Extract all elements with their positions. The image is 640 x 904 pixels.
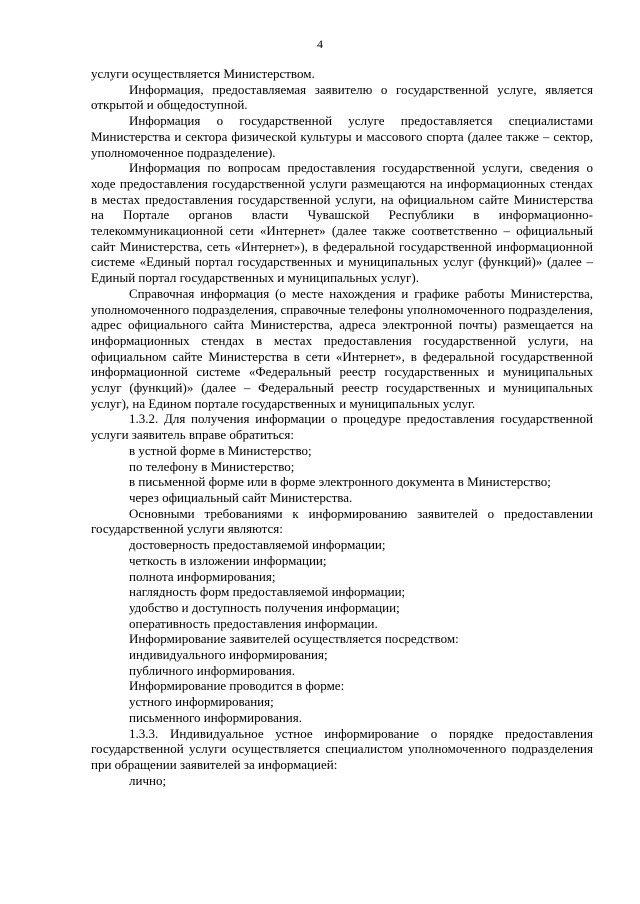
- page-number: 4: [317, 37, 323, 51]
- list-item: в устной форме в Министерство;: [129, 442, 312, 458]
- list-item: удобство и доступность получения информации;: [129, 599, 400, 615]
- list-item: четкость в изложении информации;: [129, 552, 327, 568]
- list-item: лично;: [129, 772, 167, 788]
- paragraph: услуги осуществляется Министерством.: [91, 66, 315, 81]
- list-item: устного информирования;: [129, 694, 274, 710]
- list-item: Информирование заявителей осуществляется посредством:: [129, 631, 459, 647]
- paragraph: Основными требованиями к информированию заявителей о предоставлении государственной услуги являются:: [91, 505, 593, 537]
- paragraph: Информация, предоставляемая заявителю о государственной услуге, является открытой и общедоступной.: [91, 81, 593, 113]
- paragraph: Информация о государственной услуге предоставляется специалистами Министерства и сектора физической культуры и массового спорта (далее также – сектор, уполномоченное подразделение).: [91, 113, 593, 160]
- list-item: письменного информирования.: [129, 709, 302, 725]
- list-item: оперативность предоставления информации.: [129, 615, 378, 631]
- document-body: [91, 66, 593, 788]
- list-item: через официальный сайт Министерства.: [129, 489, 353, 505]
- list-item: полнота информирования;: [129, 568, 276, 584]
- paragraph: 1.3.2. Для получения информации о процедуре предоставления государственной услуги заявитель вправе обратиться:: [91, 411, 593, 443]
- paragraph: 1.3.3. Индивидуальное устное информирование о порядке предоставления государственной услуги осуществляется специалистом уполномоченного подразделения при обращении заявителей за информацией:: [91, 725, 593, 772]
- list-item: по телефону в Министерство;: [129, 458, 295, 474]
- list-item: Информирование проводится в форме:: [129, 678, 345, 694]
- list-item: достоверность предоставляемой информации;: [129, 537, 386, 553]
- list-item: публичного информирования.: [129, 662, 295, 678]
- paragraph: Информация по вопросам предоставления государственной услуги, сведения о ходе предоставления государственной услуги размещаются на информационных стендах в местах предоставления государственной услуги, на официальном сайте Министерства на Портале органов власти Чувашской Республики в информационно-телекоммуникационной сети «Интернет» (далее также соответственно – официальный сайт Министерства, сеть «Интернет»), в федеральной государственной информационной системе «Единый портал государственных и муниципальных услуг (функций)» (далее – Единый портал государственных и муниципальных услуг).: [91, 160, 593, 286]
- paragraph: Справочная информация (о месте нахождения и графике работы Министерства, уполномоченного подразделения, справочные телефоны уполномоченного подразделения, адрес официального сайта Министерства, адреса электронной почты) размещается на информационных стендах в местах предоставления государственной услуги, на официальном сайте Министерства в сети «Интернет», в федеральной государственной информационной системе «Федеральный реестр государственных и муниципальных услуг (функций)» (далее – Федеральный реестр государственных и муниципальных услуг), на Едином портале государственных и муниципальных услуг.: [91, 285, 593, 411]
- list-item: в письменной форме или в форме электронного документа в Министерство;: [129, 474, 551, 490]
- list-item: индивидуального информирования;: [129, 647, 328, 663]
- list-item: наглядность форм предоставляемой информации;: [129, 584, 406, 600]
